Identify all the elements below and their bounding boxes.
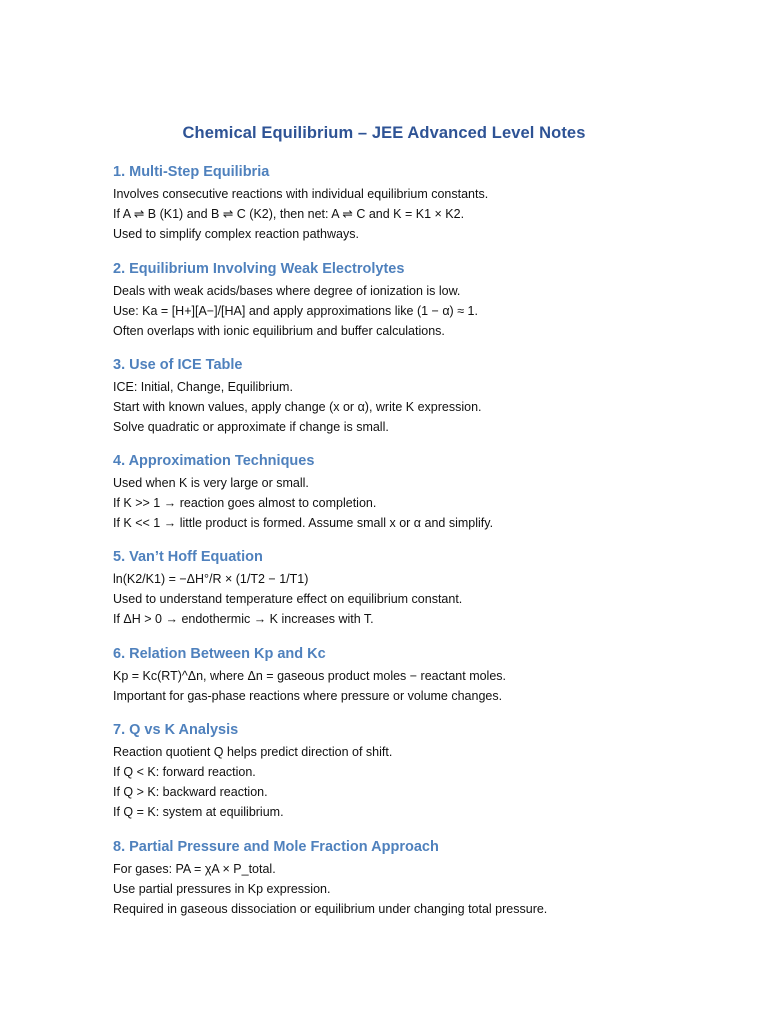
section-heading: 8. Partial Pressure and Mole Fraction Approach [113,839,439,855]
section-line: Deals with weak acids/bases where degree of ionization is low. [113,284,461,298]
section-line: For gases: PA = χA × P_total. [113,862,276,876]
section-line: Often overlaps with ionic equilibrium and buffer calculations. [113,324,445,338]
section-line: If K >> 1 → reaction goes almost to completion. [113,496,377,510]
section-weak-electrolytes [113,259,733,341]
section-partial-pressure [113,837,733,919]
document-title: Chemical Equilibrium – JEE Advanced Level Notes [182,124,586,142]
section-line: If Q = K: system at equilibrium. [113,805,284,819]
section-line: Required in gaseous dissociation or equilibrium under changing total pressure. [113,902,548,916]
section-heading: 5. Van’t Hoff Equation [113,549,263,565]
section-line: If Q > K: backward reaction. [113,785,268,799]
section-line: If K << 1 → little product is formed. Assume small x or α and simplify. [113,516,494,530]
section-line: Used when K is very large or small. [113,476,309,490]
section-line: Used to simplify complex reaction pathways. [113,227,359,241]
section-line: Involves consecutive reactions with individual equilibrium constants. [113,187,489,201]
section-line: Use: Ka = [H+][A−]/[HA] and apply approximations like (1 − α) ≈ 1. [113,304,478,318]
section-line: If Q < K: forward reaction. [113,765,256,779]
section-multi-step-equilibria [113,162,733,244]
section-line: Use partial pressures in Kp expression. [113,882,331,896]
section-vant-hoff-equation [113,547,733,629]
section-heading: 2. Equilibrium Involving Weak Electrolytes [113,261,405,277]
section-kp-kc-relation [113,644,733,706]
section-q-vs-k [113,720,733,822]
section-line: If A ⇌ B (K1) and B ⇌ C (K2), then net: A ⇌ C and K = K1 × K2. [113,207,465,221]
section-line: Kp = Kc(RT)^Δn, where Δn = gaseous product moles − reactant moles. [113,669,507,683]
section-heading: 6. Relation Between Kp and Kc [113,646,326,662]
section-line: Important for gas-phase reactions where pressure or volume changes. [113,689,503,703]
section-heading: 4. Approximation Techniques [113,453,315,469]
section-line: Solve quadratic or approximate if change is small. [113,420,389,434]
section-line: Reaction quotient Q helps predict direction of shift. [113,745,393,759]
section-approximation-techniques [113,451,733,533]
section-heading: 7. Q vs K Analysis [113,722,239,738]
section-heading: 1. Multi-Step Equilibria [113,164,270,180]
section-ice-table [113,355,733,437]
section-line: Start with known values, apply change (x or α), write K expression. [113,400,482,414]
section-line: If ΔH > 0 → endothermic → K increases with T. [113,612,374,626]
section-line: ICE: Initial, Change, Equilibrium. [113,380,293,394]
section-heading: 3. Use of ICE Table [113,357,243,373]
section-line: Used to understand temperature effect on equilibrium constant. [113,592,463,606]
section-line: ln(K2/K1) = −ΔH°/R × (1/T2 − 1/T1) [113,572,309,586]
